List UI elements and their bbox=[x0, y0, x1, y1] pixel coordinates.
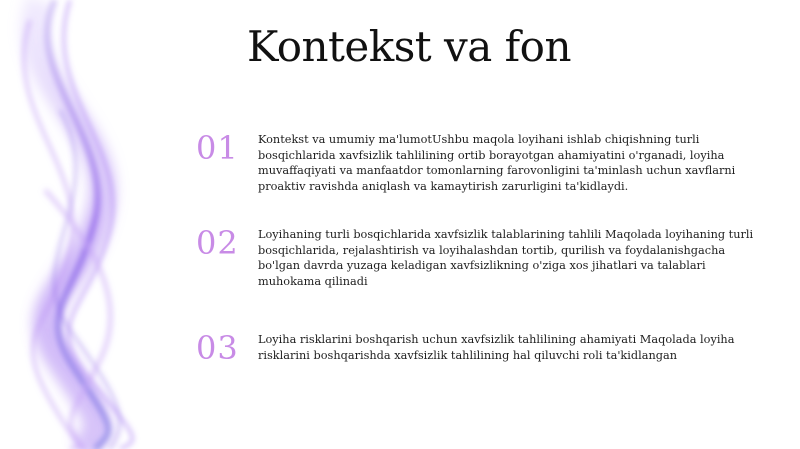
slide-title: Kontekst va fon bbox=[246, 22, 572, 71]
item-number: 03 bbox=[196, 329, 239, 367]
list-item bbox=[196, 224, 756, 289]
item-number: 02 bbox=[196, 224, 239, 262]
item-text: Loyiha risklarini boshqarish uchun xavfsizlik tahlilining ahamiyati Maqolada loyiha risklarini boshqarishda xavfsizlik tahlilining hal qiluvchi roli ta'kidlangan bbox=[258, 333, 735, 362]
item-text: Loyihaning turli bosqichlarida xavfsizlik talablarining tahlili Maqolada loyihaning turli bosqichlarida, rejalashtirish va loyihalashdan tortib, qurilish va foydalanishgacha bo'lgan davrda yuzaga keladigan xavfsizlikning o'ziga xos jihatlari va talablari muhokama qilinadi bbox=[258, 228, 754, 288]
item-number: 01 bbox=[196, 129, 239, 167]
item-text: Kontekst va umumiy ma'lumotUshbu maqola loyihani ishlab chiqishning turli bosqichlarida xavfsizlik tahlilining ortib borayotgan ahamiyatini o'rganadi, loyiha muvaffaqiyati va manfaatdor tomonlarning farovonligini ta'minlash uchun xavflarni proaktiv ravishda aniqlash va kamaytirish zarurligini ta'kidlaydi. bbox=[258, 133, 736, 193]
list-item bbox=[196, 329, 756, 367]
list-item bbox=[196, 129, 756, 194]
